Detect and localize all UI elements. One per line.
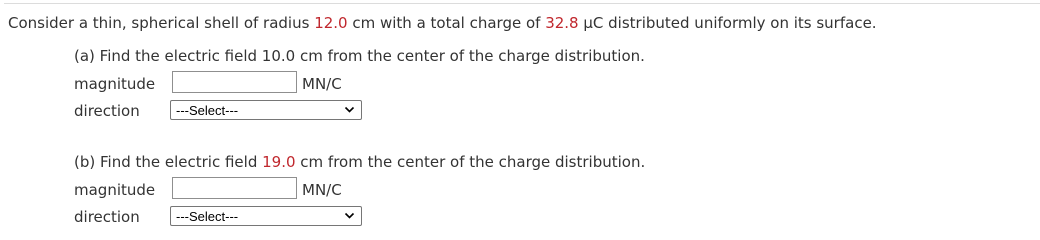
part-a-direction-label: direction [74, 102, 140, 120]
problem-statement [8, 14, 877, 32]
part-b-question-suffix: cm from the center of the charge distribution. [295, 153, 646, 171]
part-b-magnitude-input[interactable] [172, 177, 297, 199]
problem-intro-prefix: Consider a thin, spherical shell of radius [8, 14, 315, 32]
problem-intro-mid: cm with a total charge of [347, 14, 546, 32]
part-a-direction-selected: ---Select--- [176, 103, 239, 118]
part-a-question-prefix: (a) Find the electric field [74, 47, 262, 65]
part-b-magnitude-label: magnitude [74, 181, 156, 199]
part-b-direction-selected: ---Select--- [176, 209, 239, 224]
part-b-direction-select[interactable] [170, 206, 362, 226]
radius-value: 12.0 [314, 14, 348, 32]
part-a-question [74, 47, 645, 65]
problem-intro-suffix: μC distributed uniformly on its surface. [578, 14, 877, 32]
part-b-question-prefix: (b) Find the electric field [74, 153, 263, 171]
part-a-direction-select[interactable] [170, 100, 362, 120]
part-b-magnitude-unit: MN/C [302, 181, 342, 199]
part-a-magnitude-label: magnitude [74, 75, 156, 93]
part-a-magnitude-unit: MN/C [302, 75, 342, 93]
top-divider [4, 3, 1040, 4]
chevron-down-icon [344, 210, 355, 221]
part-a-distance: 10.0 [261, 47, 296, 65]
part-b-question [74, 153, 645, 171]
charge-value: 32.8 [545, 14, 579, 32]
part-b-direction-label: direction [74, 208, 140, 226]
part-a-question-suffix: cm from the center of the charge distribution. [295, 47, 645, 65]
part-a-magnitude-input[interactable] [172, 71, 297, 93]
part-b-distance: 19.0 [262, 153, 296, 171]
chevron-down-icon [344, 104, 355, 115]
